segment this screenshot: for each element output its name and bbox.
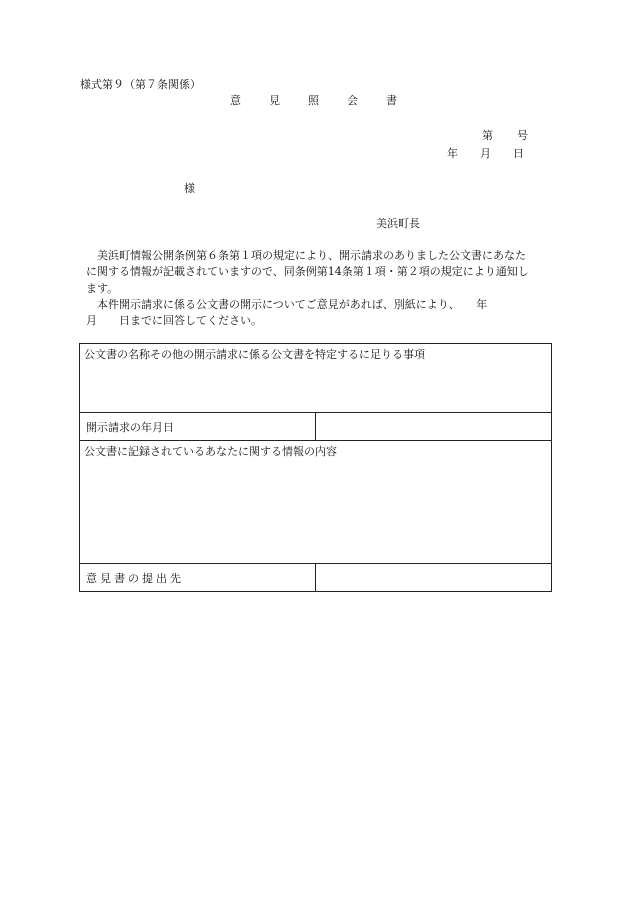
table-row xyxy=(80,564,552,592)
document-number-dai: 第 xyxy=(482,129,493,142)
information-content-label: 公文書に記録されているあなたに関する情報の内容 xyxy=(84,445,337,458)
title-char: 照 xyxy=(308,94,319,107)
title-char: 会 xyxy=(347,94,358,107)
title-char: 意 xyxy=(230,94,241,107)
sender: 美浜町長 xyxy=(376,217,420,230)
form-label: 様式第９（第７条関係） xyxy=(80,78,201,91)
addressee: 様 xyxy=(184,182,195,195)
request-date-label: 開示請求の年月日 xyxy=(80,413,316,441)
date-month: 月 xyxy=(480,147,491,160)
submission-destination-field[interactable] xyxy=(316,564,552,592)
title-char: 見 xyxy=(269,94,280,107)
submission-destination-label: 意見書の提出先 xyxy=(80,564,316,592)
table-row xyxy=(80,441,552,564)
info-table xyxy=(79,343,552,592)
document-identification-label: 公文書の名称その他の開示請求に係る公文書を特定するに足りる事項 xyxy=(84,348,425,361)
date-line xyxy=(447,145,524,161)
table-row xyxy=(80,413,552,441)
information-content-cell[interactable] xyxy=(80,441,552,564)
body-paragraph-2a: 本件開示請求に係る公文書の開示についてご意見があれば、別紙により、 年 xyxy=(97,297,488,311)
date-year: 年 xyxy=(447,147,458,160)
document-identification-cell[interactable] xyxy=(80,344,552,413)
title-char: 書 xyxy=(386,94,397,107)
body-text xyxy=(86,248,530,329)
body-paragraph-1: 美浜町情報公開条例第６条第１項の規定により、開示請求のありました公文書にあなたに関する情報が記載されていますので、同条例第14条第１項・第２項の規定により通知します。 xyxy=(86,249,529,295)
request-date-field[interactable] xyxy=(316,413,552,441)
page-title xyxy=(230,92,397,108)
body-paragraph-2b: 月 日までに回答してください。 xyxy=(86,314,262,328)
document-number-go: 号 xyxy=(517,129,528,142)
table-row xyxy=(80,344,552,413)
document-number xyxy=(482,127,528,143)
date-day: 日 xyxy=(513,147,524,160)
